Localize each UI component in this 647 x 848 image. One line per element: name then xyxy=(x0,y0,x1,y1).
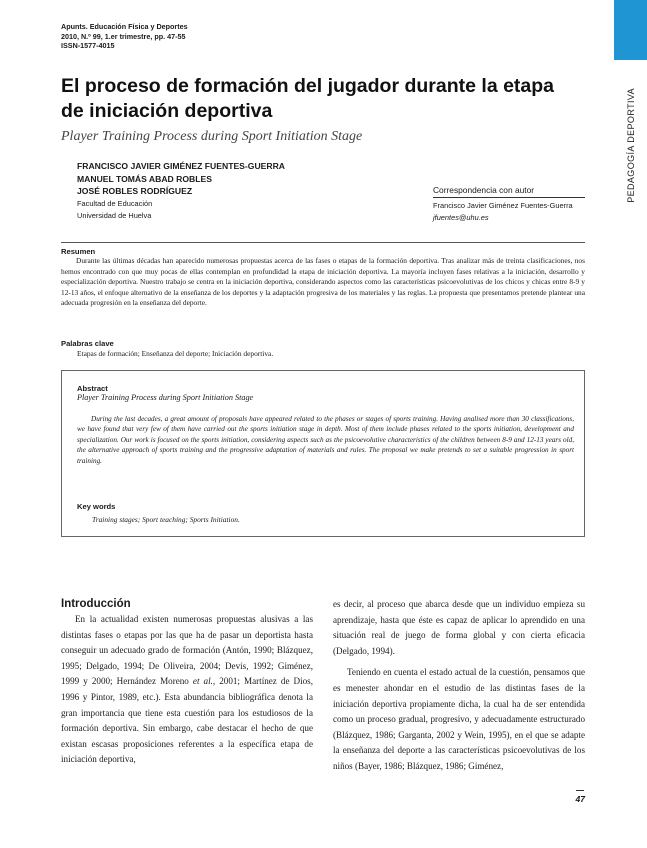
paragraph xyxy=(61,612,313,768)
abstract-subtitle: Player Training Process during Sport Initiation Stage xyxy=(77,393,254,402)
article-subtitle: Player Training Process during Sport Initiation Stage xyxy=(61,129,363,144)
intro-etal: et al. xyxy=(192,676,213,687)
journal-issn: ISSN-1577-4015 xyxy=(61,41,115,51)
resumen-text-body: Durante las últimas décadas han aparecido numerosas propuestas acerca de las fases o etapas de la formación deportiva. Tras analizar más de treinta clasificaciones, nos hemos encontrado con que muy pocas de ellas contemplan en profundidad la etapa de iniciación deportiva. La mayoría incluyen fases relativas a la iniciación, desarrollo y especialización deportiva. Nuestro trabajo se centra en la iniciación deportiva, considerando aspectos como las características psicoevolutivas de los chicos y chicas entre 8-9 y 12-13 años, el enfoque alternativo de la enseñanza de los deportes y la adaptación progresiva de los materiales y las reglas. La propuesta que presentamos pretende plantear una adecuada progresión en la enseñanza del deporte. xyxy=(61,256,585,307)
paragraph: Teniendo en cuenta el estado actual de la cuestión, pensamos que es menester ahondar en el estudio de las distintas fases de la iniciación deportiva propiamente dicha, la cual ha de ser entendida como un proceso gradual, progresivo, y adecuadamente estructurado (Blázquez, 1986; Garganta, 2002 y Wein, 1995), en el que se adapte la enseñanza del deporte a las características psicoevolutivas de los niños (Bayer, 1986; Blázquez, 1986; Giménez, xyxy=(333,667,585,771)
palabras-clave-heading: Palabras clave xyxy=(61,339,114,348)
correspondence-label: Correspondencia con autor xyxy=(433,185,585,198)
section-label xyxy=(614,80,647,210)
header-divider xyxy=(61,242,585,243)
key-words-text: Training stages; Sport teaching; Sports Initiation. xyxy=(92,515,240,524)
affiliation-line: Universidad de Huelva xyxy=(77,210,152,220)
author-name: FRANCISCO JAVIER GIMÉNEZ FUENTES-GUERRA xyxy=(77,161,286,171)
correspondence-name: Francisco Javier Giménez Fuentes-Guerra xyxy=(433,201,573,210)
body-column-right xyxy=(333,597,585,775)
resumen-text xyxy=(61,256,585,309)
intro-text-a: En la actualidad existen numerosas propuestas alusivas a las distintas fases o etapas por las que ha de pasar un deportista hasta conseguir un adecuado grado de formación (Antón, 1990; Blázquez, 1995; Delgado, 1994; De Oliveira, 2004; Devís, 1992; Giménez, 1999 y 2000; Hernández Moreno xyxy=(61,614,313,687)
key-words-heading: Key words xyxy=(77,502,116,511)
body-column-left xyxy=(61,612,313,768)
abstract-heading: Abstract xyxy=(77,384,108,393)
introduccion-heading: Introducción xyxy=(61,598,131,610)
article-title: El proceso de formación del jugador durante la etapa de iniciación deportiva xyxy=(61,75,555,122)
intro-text-b: , 2001; Martínez de Dios, 1996 y Pintor, 1989, etc.). Esta abundancia bibliográfica denota la gran importancia que tiene esta cuestión para los estudiosos de la formación deportiva. Sin embargo, cabe destacar el hecho de que existan escasas proposiciones referentes a la específica etapa de iniciación deportiva, xyxy=(61,676,313,765)
palabras-clave-text: Etapas de formación; Enseñanza del deporte; Iniciación deportiva. xyxy=(77,349,274,358)
section-label-text: PEDAGOGÍA DEPORTIVA xyxy=(625,87,636,203)
journal-info xyxy=(61,22,188,51)
correspondence-block xyxy=(433,185,585,222)
journal-issue: 2010, N.º 99, 1.er trimestre, pp. 47-55 xyxy=(61,31,186,41)
footer-rule xyxy=(576,790,584,791)
journal-name: Apunts. Educación Física y Deportes xyxy=(61,22,188,31)
author-block xyxy=(77,160,285,222)
correspondence-email: jfuentes@uhu.es xyxy=(433,213,489,222)
section-color-tab xyxy=(614,0,647,60)
page-number: 47 xyxy=(575,794,585,804)
affiliation-line: Facultad de Educación xyxy=(77,198,153,208)
paragraph: es decir, al proceso que abarca desde que un individuo empieza su aprendizaje, hasta que éste es capaz de aplicar lo aprendido en una situación real de juego de forma global y con cierta eficacia (Delgado, 1994). xyxy=(333,599,585,656)
author-name: MANUEL TOMÁS ABAD ROBLES xyxy=(77,173,212,184)
abstract-text: During the last decades, a great amount of proposals have appeared related to the phases or stages of sports training. Having analised more than 30 classifications, we have found that very few of them have carried out the sports initiation stage in depth. Most of them include phases related to the sports initiation, development and specialization. Our work is focused on the sports initiation, considering aspects such as the psicoevolutive characteristics of the children between 8-9 and 12-13 years old, the alternative approach of sports training and the progressive adaptation of materials and rules. The proposal we make pretends to set a suitable progression in sport training. xyxy=(77,415,574,465)
author-name: JOSÉ ROBLES RODRÍGUEZ xyxy=(77,186,193,197)
resumen-heading: Resumen xyxy=(61,247,96,256)
